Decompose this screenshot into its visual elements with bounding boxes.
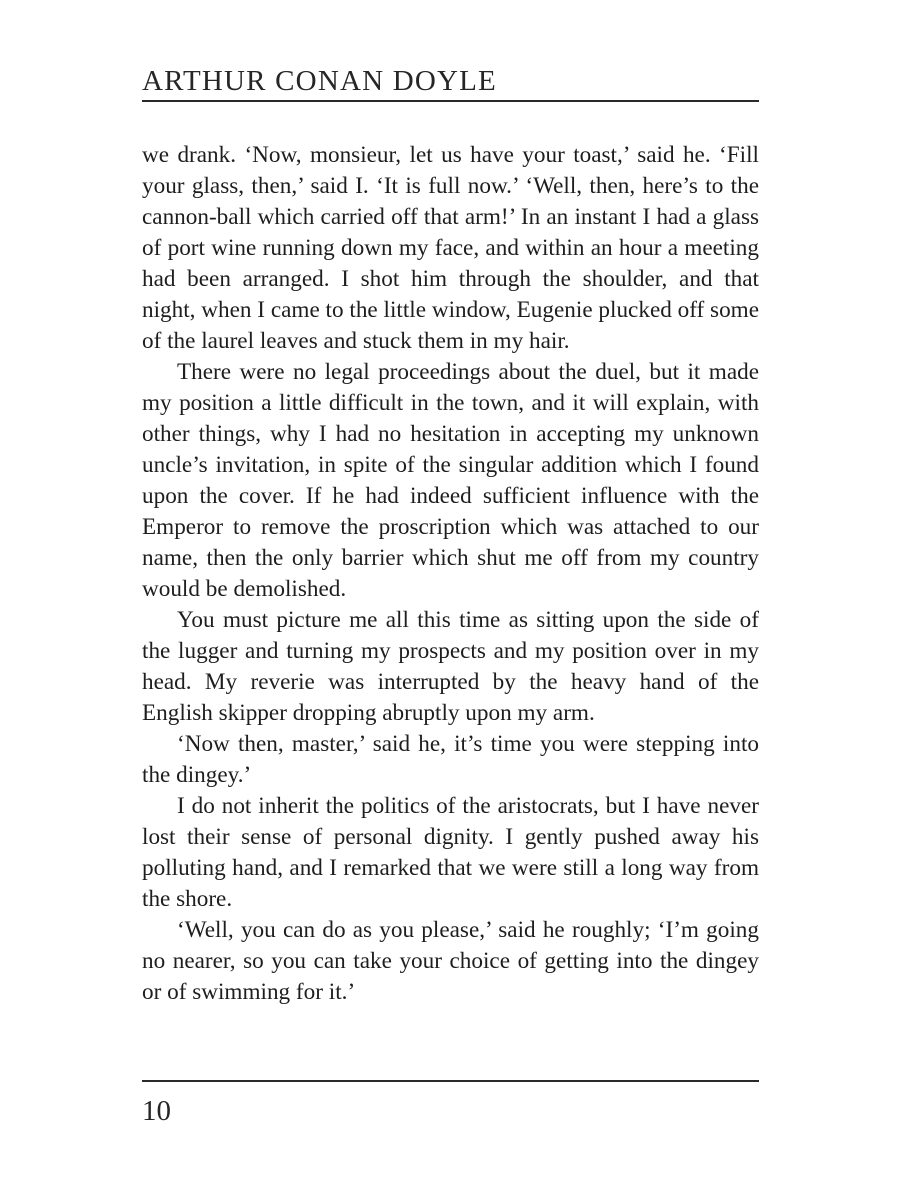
- paragraph: ‘Now then, master,’ said he, it’s time you were stepping into the dingey.’: [142, 731, 759, 788]
- running-head: ARTHUR CONAN DOYLE: [142, 65, 497, 97]
- page-number: 10: [142, 1095, 171, 1127]
- paragraph: we drank. ‘Now, monsieur, let us have your toast,’ said he. ‘Fill your glass, then,’ said I. ‘It is full now.’ ‘Well, then, here’s to the cannon-ball which carried off that arm!’ In an instant I had a glass of port wine running down my face, and within an hour a meeting had been arranged. I shot him through the shoulder, and that night, when I came to the little window, Eugenie plucked off some of the laurel leaves and stuck them in my hair.: [142, 142, 759, 354]
- footer-rule: [142, 1080, 759, 1082]
- paragraph: ‘Well, you can do as you please,’ said he roughly; ‘I’m going no nearer, so you can take your choice of getting into the dingey or of swimming for it.’: [142, 917, 759, 1005]
- header-rule: [142, 100, 759, 102]
- paragraph: There were no legal proceedings about the duel, but it made my position a little difficult in the town, and it will explain, with other things, why I had no hesitation in accepting my unknown uncle’s invitation, in spite of the singular addition which I found upon the cover. If he had indeed sufficient influence with the Emperor to remove the proscription which was attached to our name, then the only barrier which shut me off from my country would be demolished.: [142, 359, 759, 602]
- body-text: [142, 140, 759, 1008]
- paragraph: I do not inherit the politics of the aristocrats, but I have never lost their sense of personal dignity. I gently pushed away his polluting hand, and I remarked that we were still a long way from the shore.: [142, 793, 759, 912]
- paragraph: You must picture me all this time as sitting upon the side of the lugger and turning my prospects and my position over in my head. My reverie was interrupted by the heavy hand of the English skipper dropping abruptly upon my arm.: [142, 607, 759, 726]
